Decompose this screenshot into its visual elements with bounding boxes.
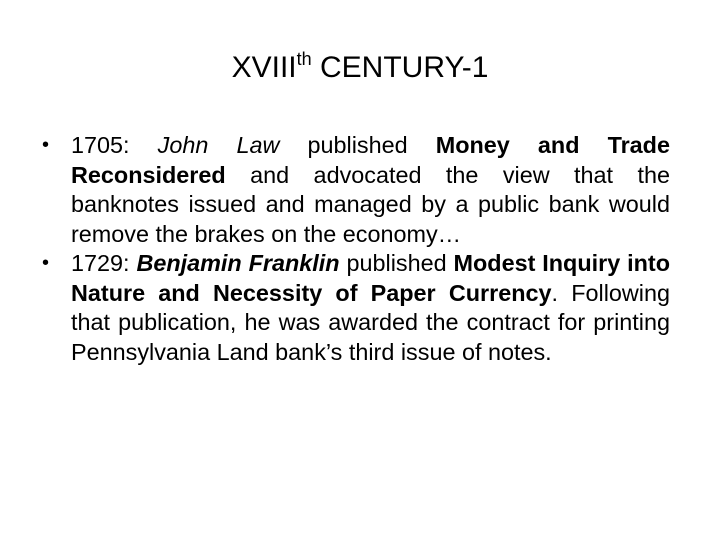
bullet-list — [42, 131, 670, 367]
bullet-year: 1729: — [71, 250, 137, 276]
bullet-author: Benjamin Franklin — [136, 250, 340, 276]
bullet-text: . Following that publication, he was awarded the contract for printing Pennsylvania Land bank’s third issue of notes. — [71, 279, 671, 365]
bullet-year: 1705: — [71, 132, 158, 158]
title-superscript: th — [296, 49, 312, 69]
bullet-item-1729 — [42, 249, 670, 367]
slide-title — [0, 48, 720, 88]
bullet-text: published — [279, 132, 436, 158]
bullet-work-title: Money and Trade Reconsidered — [71, 132, 670, 188]
bullet-item-1705 — [42, 131, 670, 249]
bullet-text: published — [339, 250, 454, 276]
bullet-icon: • — [42, 134, 50, 156]
bullet-author: John Law — [157, 132, 280, 158]
title-main: XVIII — [231, 51, 297, 84]
bullet-work-title: Modest Inquiry into Nature and Necessity of Paper Currency — [71, 250, 670, 306]
bullet-text: and advocated the view that the banknotes issued and managed by a public bank would remove the brakes on the economy… — [71, 161, 670, 247]
title-rest: CENTURY-1 — [311, 51, 489, 84]
bullet-icon: • — [42, 252, 50, 274]
